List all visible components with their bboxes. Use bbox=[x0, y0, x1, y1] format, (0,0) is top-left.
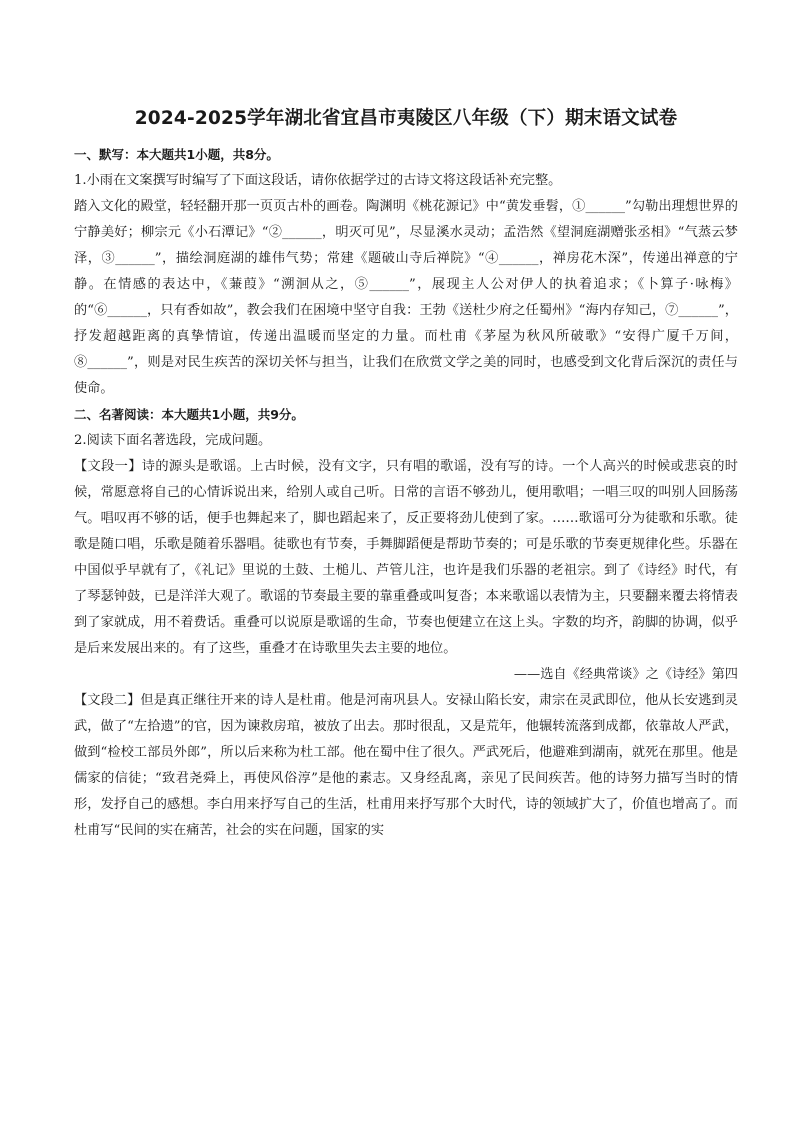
excerpt-one-source: ——选自《经典常谈》之《诗经》第四 bbox=[513, 667, 738, 682]
question-1-prompt: 1.小雨在文案撰写时编写了下面这段话，请你依据学过的古诗文将这段话补充完整。 bbox=[74, 173, 562, 188]
section-2-header: 二、名著阅读：本大题共1小题，共9分。 bbox=[74, 407, 304, 422]
page-title: 2024-2025学年湖北省宜昌市夷陵区八年级（下）期末语文试卷 bbox=[134, 108, 678, 129]
question-1-passage: 踏入文化的殿堂，轻轻翻开那一页页古朴的画卷。陶渊明《桃花源记》中“黄发垂髫，①______”勾勒出理想世界的宁静美好；柳宗元《小石潭记》“②______，明灭可见”，尽显溪水灵动；孟浩然《望洞庭湖赠张丞相》“气蒸云梦泽，③______”，描绘洞庭湖的雄伟气势；常建《题破山寺后禅院》“④______，禅房花木深”，传递出禅意的宁静。在情感的表达中，《蒹葭》“溯洄从之，⑤______”，展现主人公对伊人的执着追求；《卜算子·咏梅》的“⑥______，只有香如故”，教会我们在困境中坚守自我：王勃《送杜少府之任蜀州》“海内存知己，⑦______”，抒发超越距离的真挚情谊，传递出温暖而坚定的力量。而杜甫《茅屋为秋风所破歌》“安得广厦千万间，⑧______”，则是对民生疾苦的深切关怀与担当，让我们在欣赏文学之美的同时，也感受到文化背后深沉的责任与使命。 bbox=[74, 199, 738, 396]
excerpt-one: 【文段一】诗的源头是歌谣。上古时候，没有文字，只有唱的歌谣，没有写的诗。一个人高兴的时候或悲哀的时候，常愿意将自己的心情诉说出来，给别人或自己听。日常的言语不够劲儿，便用歌唱；一唱三叹的叫别人回肠荡气。唱叹再不够的话，便手也舞起来了，脚也蹈起来了，反正要将劲儿使到了家。……歌谣可分为徒歌和乐歌。徒歌是随口唱，乐歌是随着乐器唱。徒歌也有节奏，手舞脚蹈便是帮助节奏的；可是乐歌的节奏更规律化些。乐器在中国似乎早就有了，《礼记》里说的土鼓、土槌儿、芦管儿注，也许是我们乐器的老祖宗。到了《诗经》时代，有了琴瑟钟鼓，已是洋洋大观了。歌谣的节奏最主要的靠重叠或叫复沓；本来歌谣以表情为主，只要翻来覆去将情表到了家就成，用不着费话。重叠可以说原是歌谣的生命，节奏也便建立在这上头。字数的均齐，韵脚的协调，似乎是后来发展出来的。有了这些，重叠才在诗歌里失去主要的地位。 bbox=[74, 459, 738, 656]
excerpt-two: 【文段二】但是真正继往开来的诗人是杜甫。他是河南巩县人。安禄山陷长安，肃宗在灵武即位，他从长安逃到灵武，做了“左拾遗”的官，因为谏救房琯，被放了出去。那时很乱，又是荒年，他辗转流落到成都，依靠故人严武，做到“检校工部员外郎”，所以后来称为杜工部。他在蜀中住了很久。严武死后，他避难到湖南，就死在那里。他是儒家的信徒；“致君尧舜上，再使风俗淳”是他的素志。又身经乱离，亲见了民间疾苦。他的诗努力描写当时的情形，发抒自己的感想。李白用来抒写自己的生活，杜甫用来抒写那个大时代，诗的领域扩大了，价值也增高了。而杜甫写“民间的实在痛苦，社会的实在问题，国家的实 bbox=[74, 693, 738, 838]
question-2-prompt: 2.阅读下面名著选段，完成问题。 bbox=[74, 433, 272, 448]
section-1-header: 一、默写：本大题共1小题，共8分。 bbox=[74, 147, 279, 162]
